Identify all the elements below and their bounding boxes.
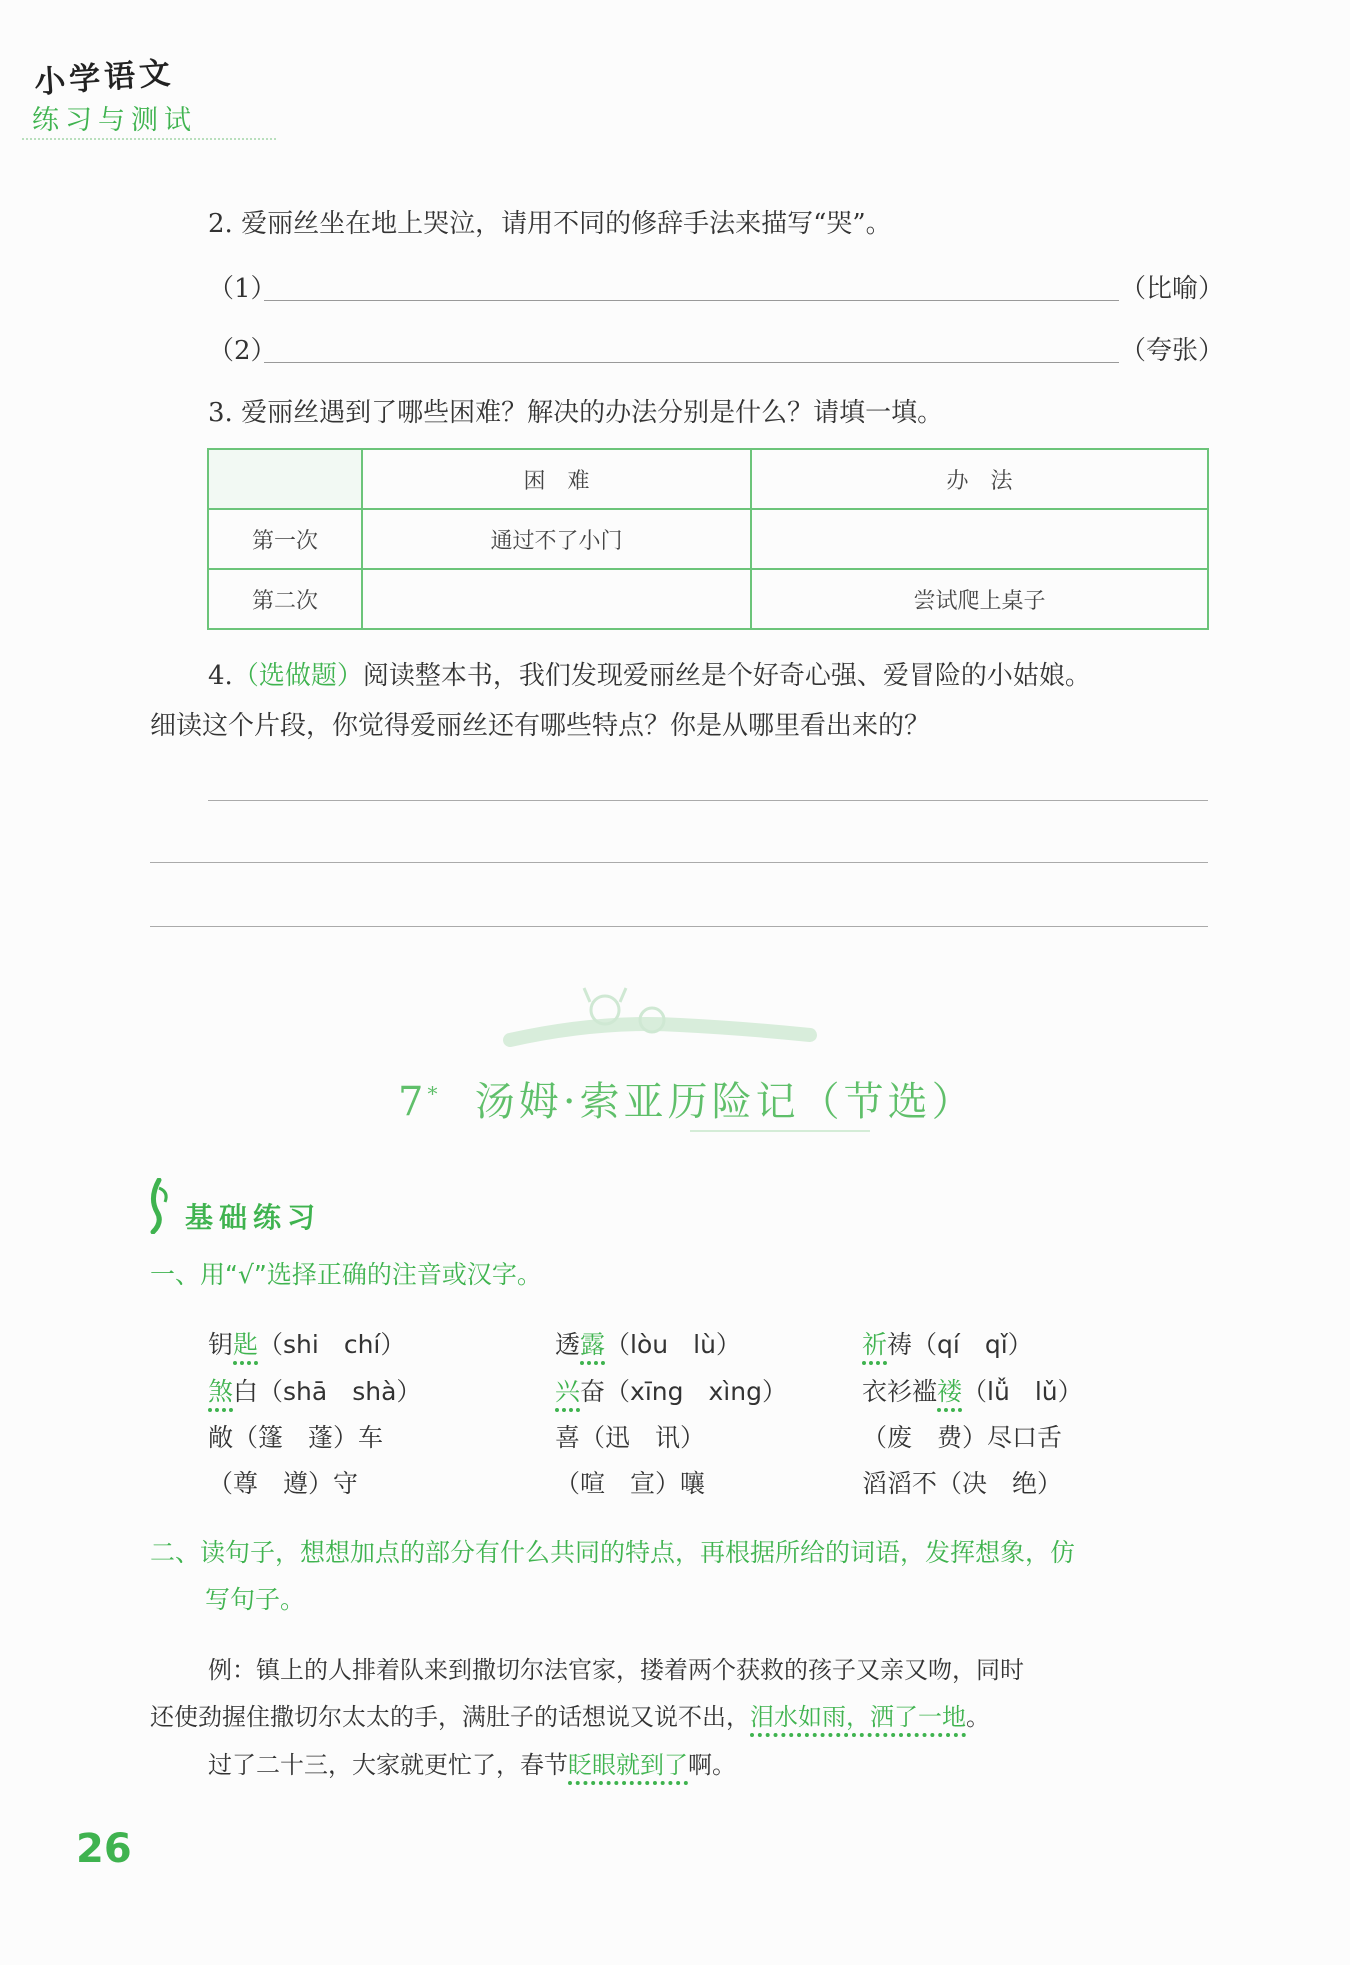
question-4-line-2: 细读这个片段，你觉得爱丽丝还有哪些特点？你是从哪里看出来的？ bbox=[150, 711, 931, 741]
lesson-title bbox=[398, 1070, 976, 1127]
table-cell-label: 第一次 bbox=[208, 509, 362, 569]
item-options[interactable]: （shā shà） bbox=[258, 1377, 422, 1406]
question-4-line-1 bbox=[208, 655, 1091, 692]
pinyin-item bbox=[208, 1325, 405, 1361]
example-text: 还使劲握住撒切尔太太的手，满肚子的话想说又说不出， bbox=[150, 1703, 750, 1731]
character-choice-item[interactable]: （喧 宣）嚷 bbox=[555, 1469, 706, 1498]
pinyin-item bbox=[555, 1372, 787, 1408]
answer-1-line[interactable] bbox=[264, 300, 1119, 301]
practice-text: 过了二十三，大家就更忙了，春节 bbox=[208, 1751, 568, 1779]
item-options[interactable]: （qí qǐ） bbox=[912, 1330, 1033, 1359]
item-text: 透 bbox=[555, 1330, 581, 1359]
lesson-name: 汤姆·索亚历险记（节选） bbox=[474, 1079, 976, 1125]
difficulty-table bbox=[207, 448, 1209, 630]
item-text: 钥 bbox=[208, 1330, 234, 1359]
page-number: 26 bbox=[76, 1826, 132, 1872]
example-highlight: 泪水如雨，洒了一地 bbox=[750, 1703, 966, 1731]
question-3-prompt: 3. 爱丽丝遇到了哪些困难？解决的办法分别是什么？请填一填。 bbox=[208, 398, 944, 428]
item-text: 奋 bbox=[580, 1377, 606, 1406]
item-options[interactable]: （shi chí） bbox=[258, 1330, 406, 1359]
item-highlight: 匙 bbox=[233, 1330, 259, 1359]
example-end: 。 bbox=[966, 1703, 990, 1731]
leaf-icon bbox=[145, 1178, 171, 1234]
character-choice-item[interactable]: （尊 遵）守 bbox=[208, 1469, 359, 1498]
character-choice-item[interactable]: （废 费）尽口舌 bbox=[862, 1423, 1063, 1452]
pinyin-item bbox=[555, 1325, 741, 1361]
table-row bbox=[208, 509, 1208, 569]
question-4-text-1: 阅读整本书，我们发现爱丽丝是个好奇心强、爱冒险的小姑娘。 bbox=[362, 661, 1091, 691]
title-underline bbox=[690, 1130, 870, 1132]
writing-line-2[interactable] bbox=[150, 862, 1208, 863]
item-options[interactable]: （lòu lù） bbox=[605, 1330, 741, 1359]
item-options[interactable]: （xīng xìng） bbox=[605, 1377, 787, 1406]
series-title: 小学语文 bbox=[33, 55, 176, 101]
example-line-1: 例：镇上的人排着队来到撒切尔法官家，搂着两个获救的孩子又亲又吻，同时 bbox=[208, 1656, 1024, 1684]
table-header-empty bbox=[208, 449, 362, 509]
question-4-number: 4. bbox=[208, 661, 233, 691]
character-choice-item[interactable]: 滔滔不（决 绝） bbox=[862, 1469, 1063, 1498]
answer-2-tag: （夸张） bbox=[1120, 336, 1225, 366]
practice-end: 啊。 bbox=[688, 1751, 736, 1779]
section-heading: 基础练习 bbox=[185, 1201, 322, 1234]
pinyin-item bbox=[208, 1372, 421, 1408]
snail-illustration bbox=[480, 980, 860, 1060]
header-divider bbox=[22, 138, 276, 140]
answer-1-tag: （比喻） bbox=[1120, 274, 1225, 304]
answer-2-line[interactable] bbox=[264, 362, 1119, 363]
item-highlight: 露 bbox=[580, 1330, 606, 1359]
answer-1-number: （1） bbox=[208, 274, 277, 304]
practice-highlight: 眨眼就到了 bbox=[568, 1751, 688, 1779]
table-cell-solution: 尝试爬上桌子 bbox=[751, 569, 1208, 629]
pinyin-item bbox=[862, 1372, 1083, 1408]
writing-line-1[interactable] bbox=[208, 800, 1208, 801]
item-highlight: 祈 bbox=[862, 1330, 888, 1359]
exercise-2-title-line-1: 二、读句子，想想加点的部分有什么共同的特点，再根据所给的词语，发挥想象，仿 bbox=[150, 1538, 1076, 1567]
question-2-prompt: 2. 爱丽丝坐在地上哭泣，请用不同的修辞手法来描写“哭”。 bbox=[208, 209, 892, 239]
item-text: 白 bbox=[233, 1377, 259, 1406]
item-highlight: 兴 bbox=[555, 1377, 581, 1406]
item-highlight: 煞 bbox=[208, 1377, 234, 1406]
table-header-solution: 办 法 bbox=[751, 449, 1208, 509]
table-cell-difficulty-input[interactable] bbox=[362, 569, 751, 629]
item-options[interactable]: （lǚ lǔ） bbox=[962, 1377, 1083, 1406]
answer-2-number: （2） bbox=[208, 336, 277, 366]
exercise-2-title-line-2: 写句子。 bbox=[205, 1585, 306, 1614]
item-highlight: 褛 bbox=[937, 1377, 963, 1406]
table-cell-difficulty: 通过不了小门 bbox=[362, 509, 751, 569]
item-text: 祷 bbox=[887, 1330, 913, 1359]
exercise-1-title: 一、用“√”选择正确的注音或汉字。 bbox=[150, 1260, 542, 1289]
table-header-row bbox=[208, 449, 1208, 509]
table-header-difficulty: 困 难 bbox=[362, 449, 751, 509]
writing-line-3[interactable] bbox=[150, 926, 1208, 927]
example-line-2 bbox=[150, 1697, 990, 1732]
table-cell-solution-input[interactable] bbox=[751, 509, 1208, 569]
series-subtitle: 练习与测试 bbox=[32, 105, 197, 136]
table-row bbox=[208, 569, 1208, 629]
optional-tag: （选做题） bbox=[232, 661, 363, 691]
lesson-number: 7 bbox=[398, 1079, 428, 1125]
character-choice-item[interactable]: 喜（迅 讯） bbox=[555, 1423, 706, 1452]
practice-line bbox=[208, 1745, 736, 1780]
pinyin-item bbox=[862, 1325, 1033, 1361]
item-text: 衣衫褴 bbox=[862, 1377, 938, 1406]
lesson-star: * bbox=[427, 1081, 442, 1106]
character-choice-item[interactable]: 敞（篷 蓬）车 bbox=[208, 1423, 384, 1452]
table-cell-label: 第二次 bbox=[208, 569, 362, 629]
